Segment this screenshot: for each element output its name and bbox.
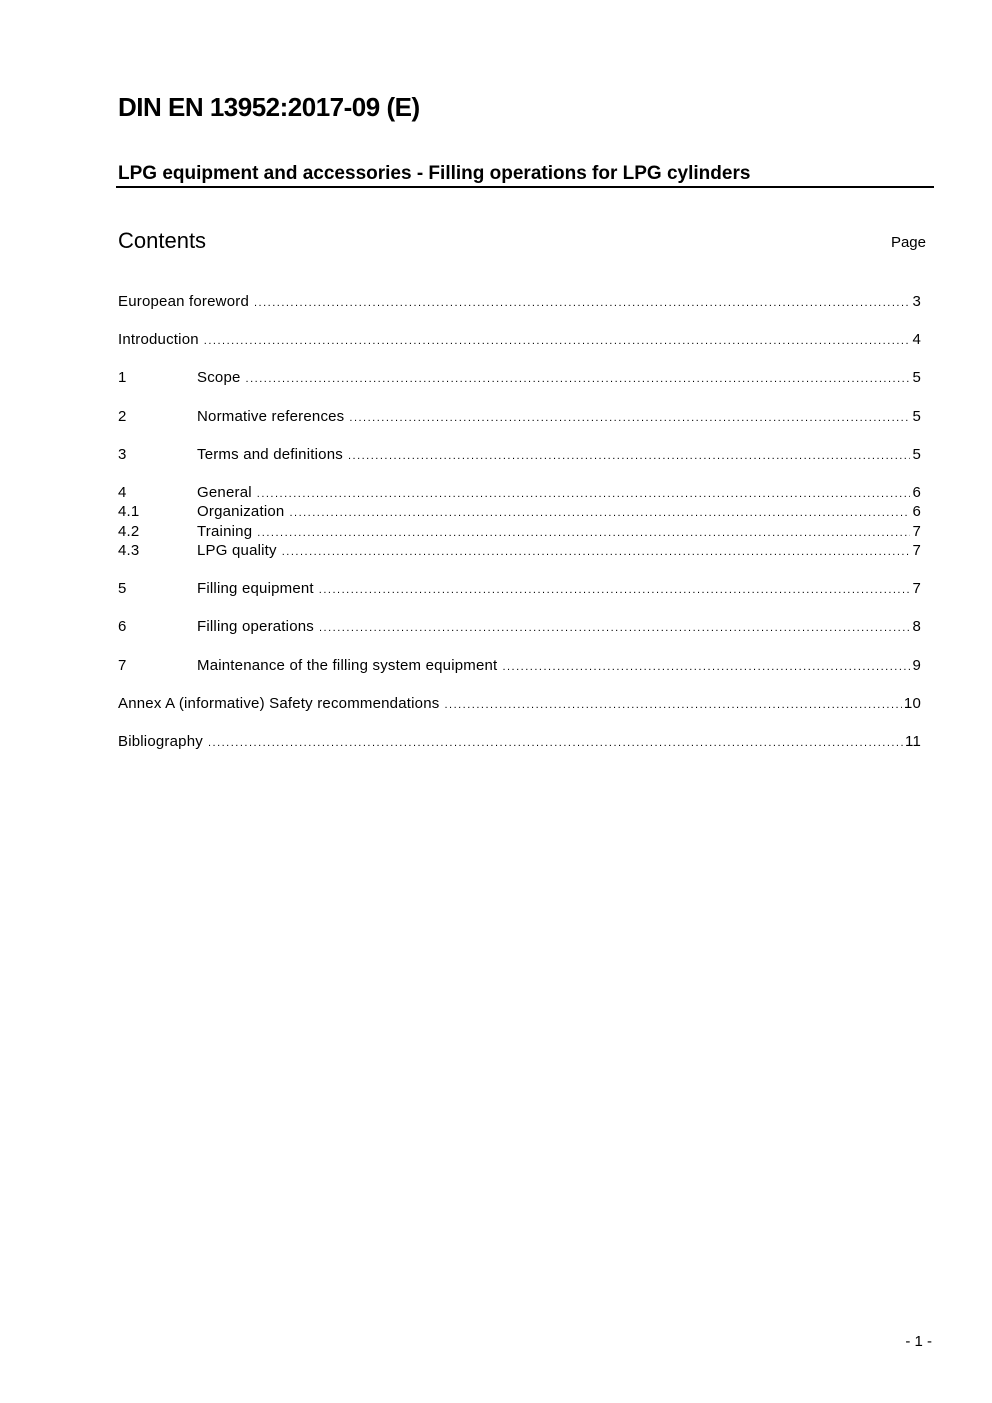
toc-entry-number: 1	[118, 369, 127, 386]
toc-entry-normative-references[interactable]	[118, 407, 921, 427]
document-title: DIN EN 13952:2017-09 (E)	[118, 92, 420, 122]
toc-entry-number: 3	[118, 446, 127, 463]
toc-entry-number: 5	[118, 580, 127, 597]
toc-entry-annex-a[interactable]	[118, 694, 921, 714]
toc-leader-dots	[502, 657, 910, 677]
toc-entry-page: 6	[912, 484, 921, 501]
toc-entry-lpg-quality[interactable]	[118, 541, 921, 561]
toc-entry-page: 5	[912, 369, 921, 386]
toc-leader-dots	[444, 695, 901, 715]
toc-entry-page: 9	[912, 657, 921, 674]
contents-heading: Contents	[118, 228, 207, 253]
toc-leader-dots	[257, 523, 910, 543]
toc-entry-page: 5	[912, 446, 921, 463]
toc-leader-dots	[282, 542, 911, 562]
toc-leader-dots	[254, 293, 910, 313]
toc-entry-introduction[interactable]	[118, 330, 921, 350]
toc-entry-number: 6	[118, 618, 127, 635]
toc-entry-label: Training	[197, 523, 253, 540]
document-subtitle: LPG equipment and accessories - Filling operations for LPG cylinders	[118, 163, 751, 184]
toc-entry-label: Scope	[197, 369, 241, 386]
toc-entry-label: Maintenance of the filling system equipment	[197, 657, 498, 674]
toc-entry-filling-equipment[interactable]	[118, 579, 921, 599]
toc-entry-european-foreword[interactable]	[118, 292, 921, 312]
toc-entry-page: 4	[912, 331, 921, 348]
toc-leader-dots	[289, 503, 910, 523]
toc-entry-general[interactable]	[118, 483, 921, 503]
toc-entry-number: 7	[118, 657, 127, 674]
toc-entry-page: 10	[903, 695, 921, 712]
toc-entry-page: 7	[912, 580, 921, 597]
page-number-footer: - 1 -	[905, 1333, 932, 1350]
toc-entry-training[interactable]	[118, 522, 921, 542]
toc-entry-label: General	[197, 484, 252, 501]
toc-entry-page: 11	[905, 733, 921, 750]
toc-entry-label: Filling operations	[197, 618, 314, 635]
toc-entry-number: 4.2	[118, 523, 140, 540]
toc-entry-label: Terms and definitions	[197, 446, 343, 463]
subtitle-divider	[116, 186, 934, 188]
toc-entry-bibliography[interactable]	[118, 732, 921, 752]
toc-entry-page: 7	[912, 542, 921, 559]
toc-entry-page: 7	[912, 523, 921, 540]
toc-entry-label: European foreword	[118, 293, 249, 310]
toc-entry-label: Organization	[197, 503, 285, 520]
toc-leader-dots	[348, 446, 911, 466]
toc-leader-dots	[246, 369, 911, 389]
page-column-heading: Page	[890, 234, 926, 251]
toc-entry-terms-and-definitions[interactable]	[118, 445, 921, 465]
toc-entry-label: LPG quality	[197, 542, 277, 559]
toc-entry-page: 3	[912, 293, 921, 310]
toc-entry-number: 4	[118, 484, 127, 501]
toc-entry-page: 6	[912, 503, 921, 520]
toc-entry-scope[interactable]	[118, 368, 921, 388]
toc-entry-label: Introduction	[118, 331, 199, 348]
toc-leader-dots	[257, 484, 911, 504]
toc-entry-label: Bibliography	[118, 733, 203, 750]
toc-entry-filling-operations[interactable]	[118, 617, 921, 637]
toc-entry-number: 2	[118, 408, 127, 425]
toc-entry-label: Annex A (informative) Safety recommendations	[118, 695, 440, 712]
toc-entry-page: 5	[912, 408, 921, 425]
toc-entry-page: 8	[912, 618, 921, 635]
toc-entry-number: 4.1	[118, 503, 140, 520]
toc-entry-organization[interactable]	[118, 502, 921, 522]
toc-entry-label: Filling equipment	[197, 580, 314, 597]
toc-entry-number: 4.3	[118, 542, 140, 559]
toc-leader-dots	[319, 580, 911, 600]
toc-leader-dots	[349, 408, 910, 428]
toc-entry-label: Normative references	[197, 408, 345, 425]
toc-leader-dots	[204, 331, 911, 351]
toc-leader-dots	[208, 733, 903, 753]
toc-entry-maintenance[interactable]	[118, 656, 921, 676]
toc-leader-dots	[319, 618, 910, 638]
